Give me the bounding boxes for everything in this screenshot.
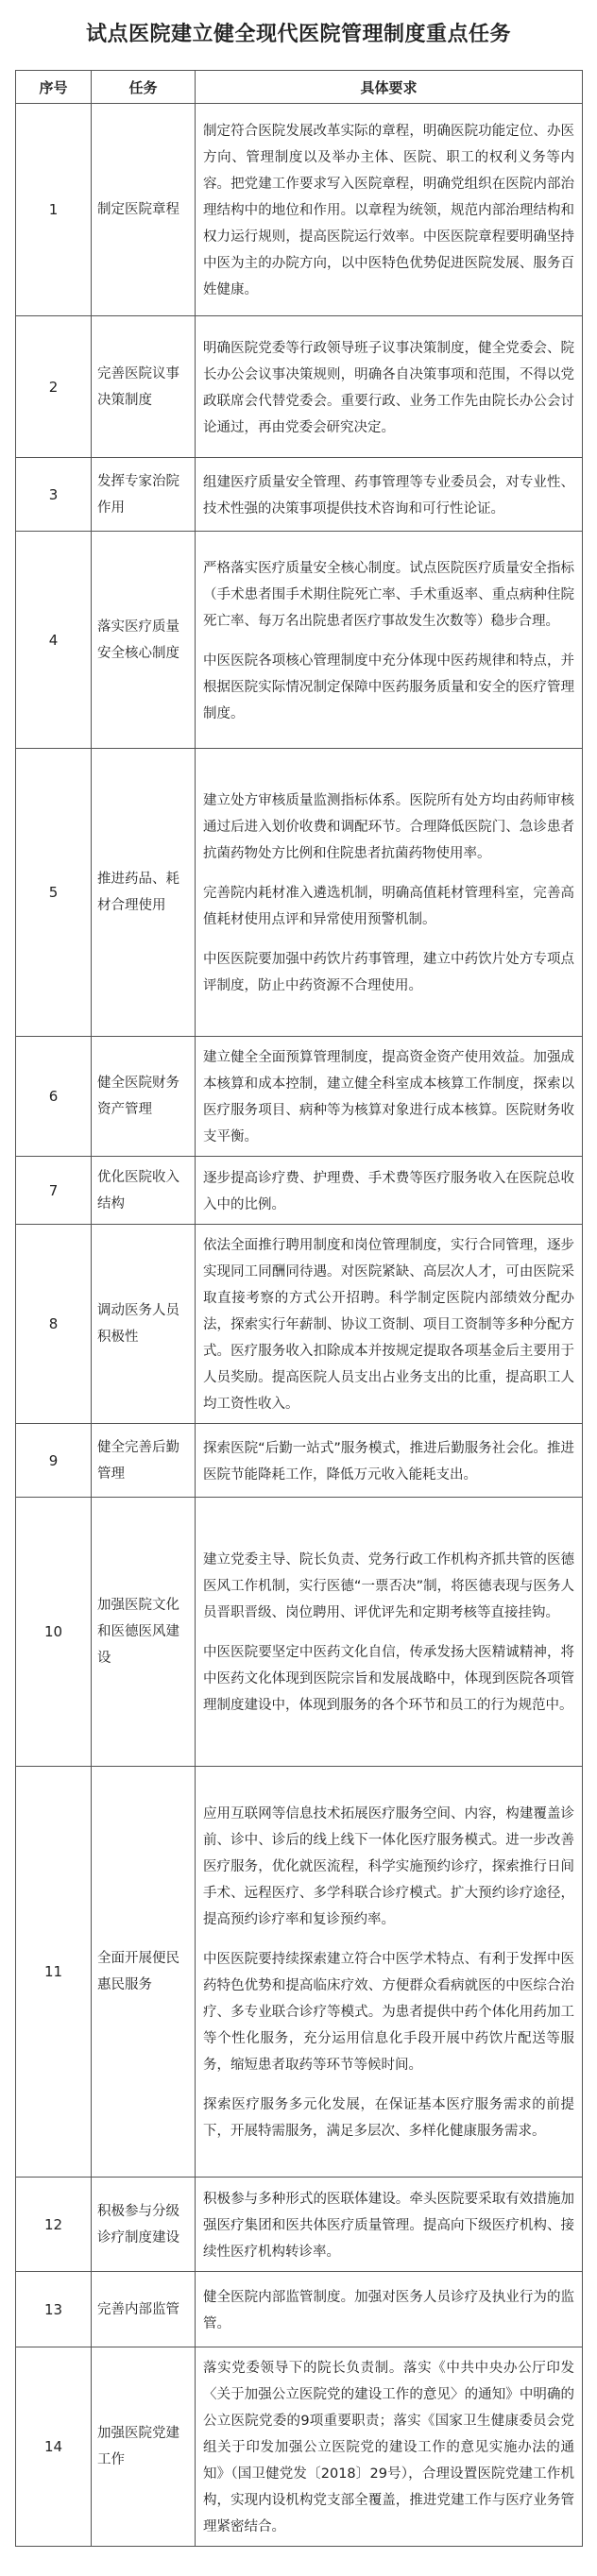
row-number: 11: [16, 1767, 92, 2178]
detail-paragraph: 建立健全全面预算管理制度，提高资金资产使用效益。加强成本核算和成本控制，建立健全科室成本核算工作制度，探索以医疗服务项目、病种等为核算对象进行成本核算。医院财务收支平衡。: [203, 1050, 574, 1144]
table-row: [16, 2178, 583, 2272]
row-number: 2: [16, 316, 92, 458]
table-row: [16, 2347, 583, 2547]
table-row: [16, 2272, 583, 2347]
detail-paragraph: 组建医疗质量安全管理、药事管理等专业委员会，对专业性、技术性强的决策事项提供技术咨询和可行性论证。: [203, 474, 574, 517]
row-task: 完善内部监管: [92, 2272, 196, 2347]
row-task: 健全完善后勤管理: [92, 1424, 196, 1498]
row-task: 完善医院议事决策制度: [92, 316, 196, 458]
detail-paragraph: 落实党委领导下的院长负责制。落实《中共中央办公厅印发〈关于加强公立医院党的建设工作的意见〉的通知》中明确的公立医院党委的9项重要职责；落实《国家卫生健康委员会党组关于印发加强公立医院党的建设工作的意见实施办法的通知》（国卫健党发〔2018〕29号），合理设置医院党建工作机构，实现内设机构党支部全覆盖，推进党建工作与医疗业务管理紧密结合。: [203, 2361, 574, 2534]
row-detail: [196, 1424, 583, 1498]
row-number: 5: [16, 749, 92, 1037]
row-number: 10: [16, 1498, 92, 1767]
row-number: 9: [16, 1424, 92, 1498]
header-task: 任务: [92, 71, 196, 104]
table-row: [16, 104, 583, 316]
row-number: 14: [16, 2347, 92, 2547]
row-detail: [196, 1157, 583, 1225]
table-row: [16, 1037, 583, 1157]
row-detail: [196, 458, 583, 532]
row-detail: [196, 316, 583, 458]
row-task: 推进药品、耗材合理使用: [92, 749, 196, 1037]
detail-paragraph: 健全医院内部监管制度。加强对医务人员诊疗及执业行为的监管。: [203, 2289, 574, 2331]
row-number: 7: [16, 1157, 92, 1225]
row-detail: [196, 2347, 583, 2547]
row-number: 8: [16, 1225, 92, 1424]
row-detail: [196, 2178, 583, 2272]
row-task: 积极参与分级诊疗制度建设: [92, 2178, 196, 2272]
table-row: [16, 1498, 583, 1767]
header-detail: 具体要求: [196, 71, 583, 104]
row-task: 落实医疗质量安全核心制度: [92, 532, 196, 749]
table-row: [16, 1767, 583, 2178]
detail-paragraph: 中医医院要持续探索建立符合中医学术特点、有利于发挥中医药特色优势和提高临床疗效、方便群众看病就医的中医综合治疗、多专业联合诊疗等模式。为患者提供中药个体化用药加工等个性化服务，充分运用信息化手段开展中药饮片配送等服务，缩短患者取药等环节等候时间。: [203, 1952, 574, 2073]
table-row: [16, 458, 583, 532]
header-no: 序号: [16, 71, 92, 104]
row-number: 3: [16, 458, 92, 532]
detail-paragraph: 制定符合医院发展改革实际的章程，明确医院功能定位、办医方向、管理制度以及举办主体、医院、职工的权利义务等内容。把党建工作要求写入医院章程，明确党组织在医院内部治理结构中的地位和作用。以章程为统领，规范内部治理结构和权力运行规则，提高医院运行效率。中医医院章程要明确坚持中医为主的办院方向，以中医特色优势促进医院发展、服务百姓健康。: [203, 124, 574, 297]
row-number: 13: [16, 2272, 92, 2347]
row-detail: [196, 2272, 583, 2347]
detail-paragraph: 建立党委主导、院长负责、党务行政工作机构齐抓共管的医德医风工作机制，实行医德“一票否决”制，将医德表现与医务人员晋职晋级、岗位聘用、评优评先和定期考核等直接挂钩。: [203, 1552, 574, 1620]
detail-paragraph: 中医医院要加强中药饮片药事管理，建立中药饮片处方专项点评制度，防止中药资源不合理使用。: [203, 952, 574, 993]
detail-paragraph: 应用互联网等信息技术拓展医疗服务空间、内容，构建覆盖诊前、诊中、诊后的线上线下一体化医疗服务模式。进一步改善医疗服务，优化就医流程，科学实施预约诊疗，探索推行日间手术、远程医疗、多学科联合诊疗模式。扩大预约诊疗途径，提高预约诊疗率和复诊预约率。: [203, 1806, 574, 1927]
row-number: 6: [16, 1037, 92, 1157]
detail-paragraph: 中医医院各项核心管理制度中充分体现中医药规律和特点，并根据医院实际情况制定保障中医药服务质量和安全的医疗管理制度。: [203, 652, 574, 721]
table-row: [16, 1157, 583, 1225]
detail-paragraph: 严格落实医疗质量安全核心制度。试点医院医疗质量安全指标（手术患者围手术期住院死亡率、手术重返率、重点病种住院死亡率、每万名出院患者医疗事故发生次数等）稳步合理。: [203, 560, 574, 629]
row-number: 1: [16, 104, 92, 316]
table-row: [16, 1225, 583, 1424]
document-title: 试点医院建立健全现代医院管理制度重点任务: [85, 23, 511, 46]
row-task: 加强医院文化和医德医风建设: [92, 1498, 196, 1767]
row-number: 4: [16, 532, 92, 749]
row-task: 健全医院财务资产管理: [92, 1037, 196, 1157]
row-task: 调动医务人员积极性: [92, 1225, 196, 1424]
detail-paragraph: 明确医院党委等行政领导班子议事决策制度，健全党委会、院长办公会议事决策规则，明确各自决策事项和范围，不得以党政联席会代替党委会。重要行政、业务工作先由院长办公会讨论通过，再由党委会研究决定。: [203, 340, 574, 435]
row-detail: [196, 1767, 583, 2178]
row-detail: [196, 749, 583, 1037]
table-header-row: [16, 71, 583, 104]
table-row: [16, 749, 583, 1037]
row-detail: [196, 1225, 583, 1424]
detail-paragraph: 完善院内耗材准入遴选机制，明确高值耗材管理科室，完善高值耗材使用点评和异常使用预警机制。: [203, 886, 574, 927]
table-row: [16, 316, 583, 458]
table-row: [16, 1424, 583, 1498]
row-task: 加强医院党建工作: [92, 2347, 196, 2547]
row-detail: [196, 104, 583, 316]
row-detail: [196, 1498, 583, 1767]
detail-paragraph: 依法全面推行聘用制度和岗位管理制度，实行合同管理，逐步实现同工同酬同待遇。对医院紧缺、高层次人才，可由医院采取直接考察的方式公开招聘。科学制定医院内部绩效分配办法，探索实行年薪制、协议工资制、项目工资制等多种分配方式。医疗服务收入扣除成本并按规定提取各项基金后主要用于人员奖励。提高医院人员支出占业务支出的比重，提高职工人均工资性收入。: [203, 1238, 574, 1412]
detail-paragraph: 中医医院要坚定中医药文化自信，传承发扬大医精诚精神，将中医药文化体现到医院宗旨和发展战略中，体现到医院各项管理制度建设中，体现到服务的各个环节和员工的行为规范中。: [203, 1645, 574, 1713]
detail-paragraph: 逐步提高诊疗费、护理费、手术费等医疗服务收入在医院总收入中的比例。: [203, 1170, 574, 1212]
row-detail: [196, 532, 583, 749]
table-row: [16, 532, 583, 749]
detail-paragraph: 积极参与多种形式的医联体建设。牵头医院要采取有效措施加强医疗集团和医共体医疗质量管理。提高向下级医疗机构、接续性医疗机构转诊率。: [203, 2191, 574, 2260]
row-number: 12: [16, 2178, 92, 2272]
row-task: 全面开展便民惠民服务: [92, 1767, 196, 2178]
task-table: [15, 70, 583, 2547]
detail-paragraph: 探索医疗服务多元化发展，在保证基本医疗服务需求的前提下，开展特需服务，满足多层次、多样化健康服务需求。: [203, 2097, 574, 2139]
row-detail: [196, 1037, 583, 1157]
detail-paragraph: 探索医院“后勤一站式”服务模式，推进后勤服务社会化。推进医院节能降耗工作，降低万元收入能耗支出。: [203, 1440, 574, 1483]
row-task: 发挥专家治院作用: [92, 458, 196, 532]
row-task: 优化医院收入结构: [92, 1157, 196, 1225]
detail-paragraph: 建立处方审核质量监测指标体系。医院所有处方均由药师审核通过后进入划价收费和调配环节。合理降低医院门、急诊患者抗菌药物处方比例和住院患者抗菌药物使用率。: [203, 793, 574, 861]
row-task: 制定医院章程: [92, 104, 196, 316]
